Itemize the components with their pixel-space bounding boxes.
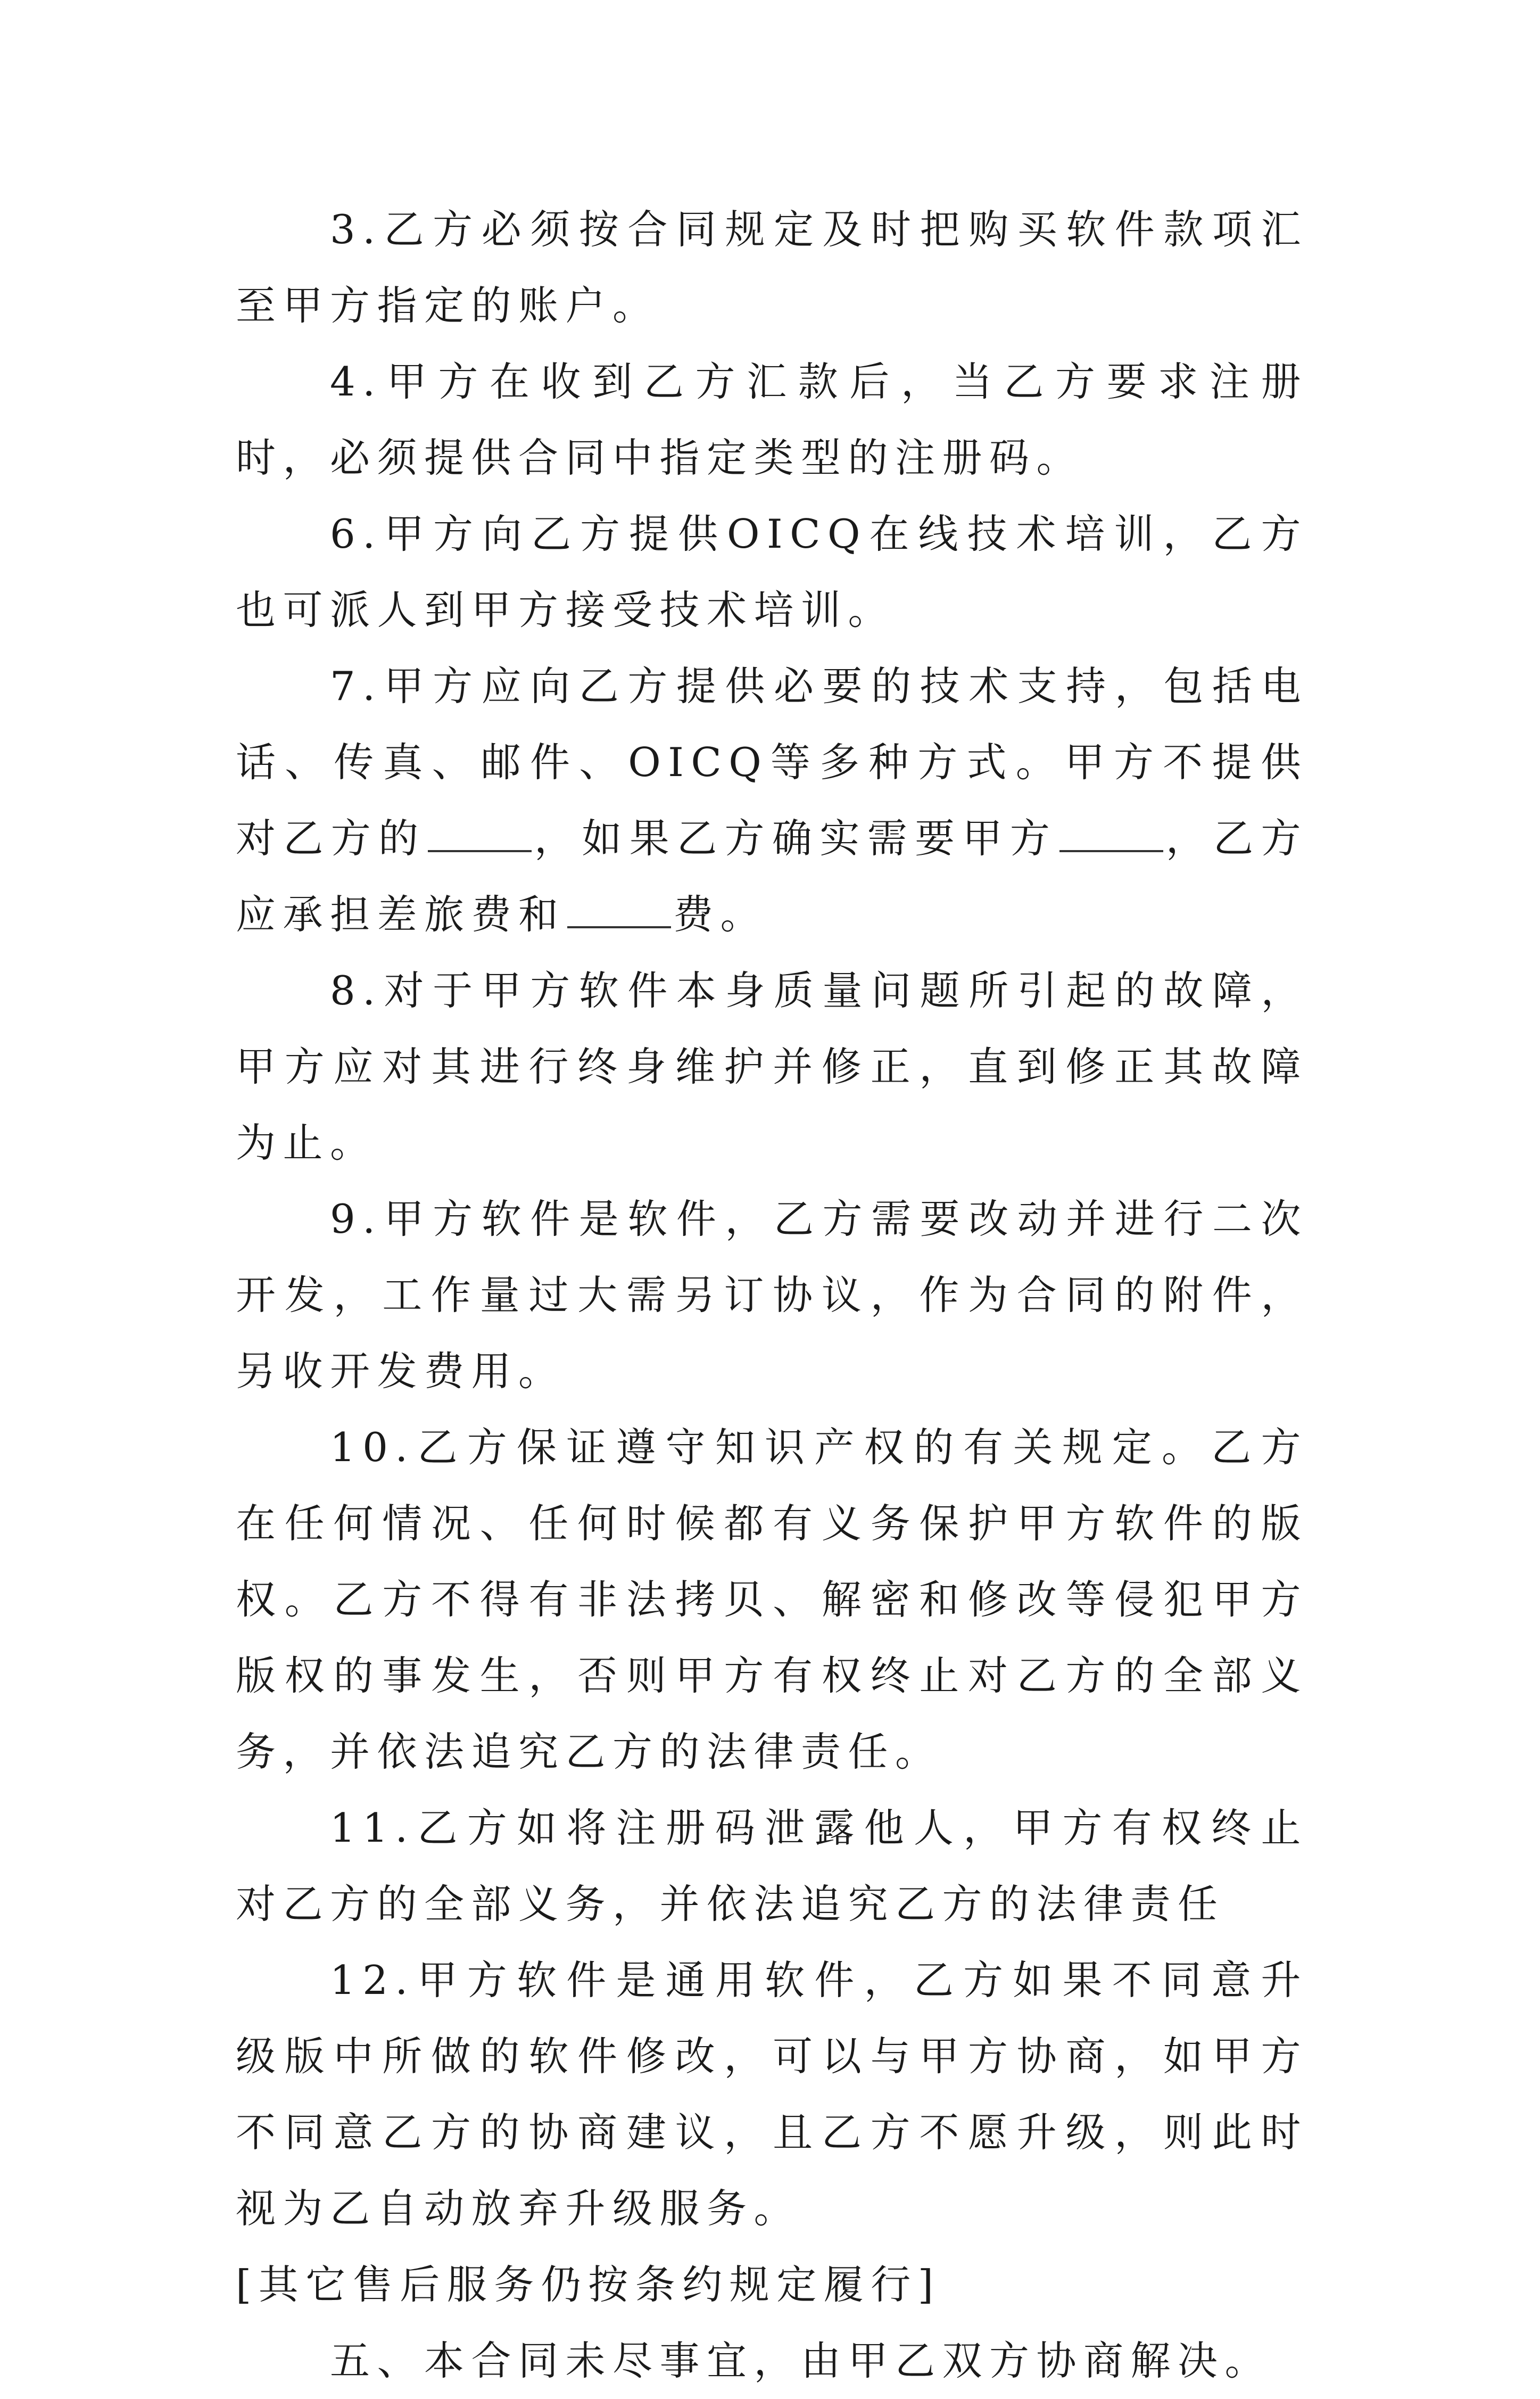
clause-9: 9.甲方软件是软件，乙方需要改动并进行二次开发，工作量过大需另订协议，作为合同的附件，另收开发费用。 bbox=[236, 1196, 1308, 1395]
fill-in-blank-1 bbox=[428, 816, 532, 852]
clause-4: 4.甲方在收到乙方汇款后，当乙方要求注册时，必须提供合同中指定类型的注册码。 bbox=[236, 358, 1308, 481]
clause-7-text-1: 7.甲方应向乙方提供必要的技术支持，包括电话、传真、邮件、OICQ等多种方式。甲方不提供对乙方的 bbox=[236, 663, 1308, 862]
clause-11: 11.乙方如将注册码泄露他人，甲方有权终止对乙方的全部义务，并依法追究乙方的法律责任 bbox=[236, 1804, 1308, 1927]
clause-7 bbox=[236, 648, 1308, 953]
fill-in-blank-3 bbox=[567, 892, 671, 928]
clause-10: 10.乙方保证遵守知识产权的有关规定。乙方在任何情况、任何时候都有义务保护甲方软件的版权。乙方不得有非法拷贝、解密和修改等侵犯甲方版权的事发生，否则甲方有权终止对乙方的全部义务，并依法追究乙方的法律责任。 bbox=[236, 1424, 1308, 1775]
fill-in-blank-2 bbox=[1059, 816, 1163, 852]
clause-12: 12.甲方软件是通用软件，乙方如果不同意升级版中所做的软件修改，可以与甲方协商，如甲方不同意乙方的协商建议，且乙方不愿升级，则此时视为乙自动放弃升级服务。 bbox=[236, 1957, 1308, 2232]
clause-7-text-3: ，乙方应承担差旅费和 bbox=[236, 815, 1308, 938]
contract-body bbox=[236, 192, 1308, 2399]
clause-8: 8.对于甲方软件本身质量问题所引起的故障，甲方应对其进行终身维护并修正，直到修正其故障为止。 bbox=[236, 967, 1308, 1166]
clause-7-text-2: ，如果乙方确实需要甲方 bbox=[534, 815, 1058, 862]
clause-6: 6.甲方向乙方提供OICQ在线技术培训，乙方也可派人到甲方接受技术培训。 bbox=[236, 510, 1308, 633]
after-sales-note: [其它售后服务仍按条约规定履行] bbox=[236, 2261, 941, 2308]
clause-7-text-4: 费。 bbox=[673, 891, 768, 938]
clause-3: 3.乙方必须按合同规定及时把购买软件款项汇至甲方指定的账户。 bbox=[236, 206, 1308, 329]
section-five: 五、本合同未尽事宜，由甲乙双方协商解决。 bbox=[330, 2337, 1272, 2384]
